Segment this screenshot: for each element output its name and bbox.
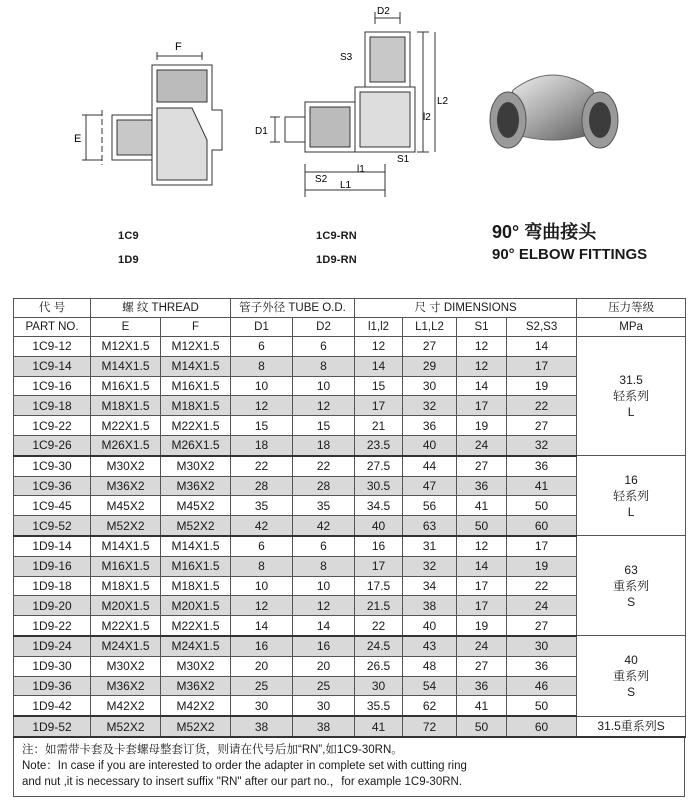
fitting-photo	[478, 55, 628, 165]
table-cell: M36X2	[161, 676, 231, 696]
illustration-area	[0, 0, 697, 290]
table-cell: M12X1.5	[161, 337, 231, 357]
table-cell: 26.5	[355, 656, 403, 676]
table-cell: 1C9-16	[14, 376, 91, 396]
table-cell: 27.5	[355, 456, 403, 476]
table-cell: 36	[507, 456, 577, 476]
table-cell: 6	[293, 337, 355, 357]
table-cell: 50	[457, 516, 507, 536]
table-cell: 24	[457, 435, 507, 455]
table-cell: 46	[507, 676, 577, 696]
table-cell: 14	[507, 337, 577, 357]
table-cell: 31	[403, 536, 457, 556]
dim-s2-label: S2	[315, 174, 328, 185]
table-cell: 63	[403, 516, 457, 536]
table-cell: 1C9-52	[14, 516, 91, 536]
table-cell: M20X1.5	[91, 596, 161, 616]
table-cell: 27	[507, 416, 577, 436]
table-cell: 12	[231, 396, 293, 416]
table-cell: 12	[457, 536, 507, 556]
table-cell: 38	[293, 716, 355, 737]
header-thread: 螺 纹 THREAD	[91, 299, 231, 318]
table-cell: M16X1.5	[161, 556, 231, 576]
model-label-1c9: 1C9	[118, 230, 139, 242]
table-cell: 12	[293, 396, 355, 416]
table-cell: 44	[403, 456, 457, 476]
table-cell: 41	[457, 496, 507, 516]
table-cell: 25	[231, 676, 293, 696]
header-pressure-cn: 压力等级	[577, 299, 686, 318]
header-s2s3: S2,S3	[507, 318, 577, 337]
table-cell: 17	[355, 556, 403, 576]
dim-l1-lower-label: l1	[357, 164, 365, 175]
table-cell: 17	[457, 396, 507, 416]
dim-e-label: E	[74, 133, 82, 145]
table-cell: 8	[231, 356, 293, 376]
table-cell: 1D9-36	[14, 676, 91, 696]
table-cell: 40	[403, 435, 457, 455]
pressure-rating-line: 重系列	[613, 578, 650, 593]
table-cell: 1C9-30	[14, 456, 91, 476]
table-cell: 38	[403, 596, 457, 616]
table-cell: 48	[403, 656, 457, 676]
pressure-rating-line: S	[627, 685, 636, 700]
table-cell: 60	[507, 516, 577, 536]
dim-l1-upper-label: L1	[340, 180, 352, 191]
pressure-rating-cell	[577, 337, 686, 456]
table-cell: 16	[355, 536, 403, 556]
header-tube-od: 管子外径 TUBE O.D.	[231, 299, 355, 318]
pressure-rating-line: L	[627, 405, 635, 420]
table-cell: 23.5	[355, 435, 403, 455]
table-cell: 35	[293, 496, 355, 516]
table-cell: M26X1.5	[161, 435, 231, 455]
header-mpa: MPa	[577, 318, 686, 337]
table-cell: M24X1.5	[161, 636, 231, 656]
dimensions-table-wrapper	[13, 298, 685, 797]
dim-f-label: F	[175, 41, 182, 53]
table-cell: 22	[231, 456, 293, 476]
table-cell: M22X1.5	[91, 416, 161, 436]
table-body	[14, 337, 686, 737]
table-cell: 27	[457, 456, 507, 476]
table-cell: 10	[293, 376, 355, 396]
table-cell: M52X2	[91, 716, 161, 737]
header-e: E	[91, 318, 161, 337]
table-cell: 30	[355, 676, 403, 696]
table-cell: 29	[403, 356, 457, 376]
elbow-rn-section-drawing	[245, 2, 450, 207]
note-english-line-1: Note：In case if you are interested to order the adapter in complete set with cutting ring	[22, 759, 467, 772]
table-cell: 6	[231, 536, 293, 556]
table-cell: 1D9-16	[14, 556, 91, 576]
header-dimensions: 尺 寸 DIMENSIONS	[355, 299, 577, 318]
table-cell: 35.5	[355, 696, 403, 716]
table-cell: 1C9-14	[14, 356, 91, 376]
table-cell: 22	[293, 456, 355, 476]
table-cell: 1D9-14	[14, 536, 91, 556]
table-cell: 6	[293, 536, 355, 556]
table-cell: 42	[293, 516, 355, 536]
header-l1l2-large: L1,L2	[403, 318, 457, 337]
dim-l2-upper-label: L2	[437, 96, 449, 107]
table-cell: 18	[293, 435, 355, 455]
table-cell: 14	[457, 556, 507, 576]
table-cell: 21	[355, 416, 403, 436]
table-cell: 22	[507, 576, 577, 596]
table-cell: 20	[231, 656, 293, 676]
table-cell: 1C9-26	[14, 435, 91, 455]
table-cell: 28	[231, 476, 293, 496]
table-cell: 27	[507, 616, 577, 636]
table-cell: 17	[457, 576, 507, 596]
table-cell: M24X1.5	[91, 636, 161, 656]
table-row	[14, 337, 686, 357]
title-english: 90° ELBOW FITTINGS	[492, 246, 648, 263]
table-cell: 15	[293, 416, 355, 436]
table-cell: M30X2	[91, 656, 161, 676]
table-cell: 8	[293, 556, 355, 576]
table-cell: 21.5	[355, 596, 403, 616]
pressure-rating-line: 63	[624, 562, 638, 577]
table-cell: 19	[507, 556, 577, 576]
table-cell: 17	[507, 356, 577, 376]
table-cell: M14X1.5	[91, 356, 161, 376]
table-cell: 12	[457, 356, 507, 376]
table-cell: 30	[507, 636, 577, 656]
table-cell: 50	[507, 696, 577, 716]
note-chinese: 注：如需带卡套及卡套螺母整套订货，则请在代号后加“RN”,如1C9-30RN。	[22, 743, 403, 756]
table-cell: 16	[231, 636, 293, 656]
table-cell: M42X2	[91, 696, 161, 716]
table-cell: M52X2	[161, 716, 231, 737]
table-cell: M18X1.5	[161, 576, 231, 596]
dim-s3-label: S3	[340, 52, 353, 63]
table-cell: 32	[403, 556, 457, 576]
table-cell: M18X1.5	[161, 396, 231, 416]
pressure-rating-line: 轻系列	[613, 488, 650, 503]
table-cell: M26X1.5	[91, 435, 161, 455]
table-cell: M18X1.5	[91, 396, 161, 416]
note-english-line-2: and nut ,it is necessary to insert suffix "RN" after our part no.，for example 1C9-30RN.	[22, 775, 463, 788]
header-code-cn: 代 号	[14, 299, 91, 318]
table-cell: 1D9-20	[14, 596, 91, 616]
table-cell: 24	[507, 596, 577, 616]
table-cell: 54	[403, 676, 457, 696]
pressure-rating-cell	[577, 536, 686, 636]
table-cell: 1D9-22	[14, 616, 91, 636]
pressure-rating-line: 16	[624, 472, 638, 487]
table-cell: 41	[355, 716, 403, 737]
table-cell: M12X1.5	[91, 337, 161, 357]
pressure-rating-cell	[577, 456, 686, 536]
table-cell: 18	[231, 435, 293, 455]
table-cell: 32	[403, 396, 457, 416]
table-cell: 40	[355, 516, 403, 536]
table-cell: M52X2	[161, 516, 231, 536]
table-cell: 1D9-42	[14, 696, 91, 716]
header-s1: S1	[457, 318, 507, 337]
table-cell: 1D9-24	[14, 636, 91, 656]
table-cell: 1D9-18	[14, 576, 91, 596]
table-cell: 14	[231, 616, 293, 636]
model-label-1d9-rn: 1D9-RN	[316, 254, 357, 266]
pressure-rating-line: 40	[624, 653, 638, 668]
table-cell: M45X2	[161, 496, 231, 516]
table-cell: 41	[507, 476, 577, 496]
table-cell: M30X2	[161, 656, 231, 676]
table-cell: 25	[293, 676, 355, 696]
table-cell: 62	[403, 696, 457, 716]
table-cell: 15	[355, 376, 403, 396]
model-label-1c9-rn: 1C9-RN	[316, 230, 357, 242]
table-cell: 1C9-12	[14, 337, 91, 357]
dim-d2-label: D2	[377, 6, 390, 17]
table-cell: 17	[355, 396, 403, 416]
table-cell: 43	[403, 636, 457, 656]
dimensions-table	[13, 298, 686, 738]
table-cell: 36	[403, 416, 457, 436]
table-cell: 22	[507, 396, 577, 416]
table-cell: 10	[293, 576, 355, 596]
table-cell: 6	[231, 337, 293, 357]
dim-l2-lower-label: l2	[423, 112, 431, 123]
table-cell: 1C9-36	[14, 476, 91, 496]
table-cell: 36	[457, 676, 507, 696]
table-cell: 30	[231, 696, 293, 716]
table-cell: 47	[403, 476, 457, 496]
table-cell: M22X1.5	[91, 616, 161, 636]
table-cell: 17.5	[355, 576, 403, 596]
table-cell: 14	[355, 356, 403, 376]
table-cell: 1C9-45	[14, 496, 91, 516]
model-label-1d9: 1D9	[118, 254, 139, 266]
table-cell: 32	[507, 435, 577, 455]
dim-s1-label: S1	[397, 154, 410, 165]
table-cell: M36X2	[91, 476, 161, 496]
pressure-rating-line: 轻系列	[613, 389, 650, 404]
table-cell: 8	[231, 556, 293, 576]
table-cell: M16X1.5	[161, 376, 231, 396]
table-cell: 20	[293, 656, 355, 676]
table-cell: 1D9-30	[14, 656, 91, 676]
table-cell: M18X1.5	[91, 576, 161, 596]
table-cell: 36	[457, 476, 507, 496]
table-cell: M30X2	[91, 456, 161, 476]
table-cell: M36X2	[161, 476, 231, 496]
header-d2: D2	[293, 318, 355, 337]
table-cell: M14X1.5	[161, 356, 231, 376]
table-cell: M52X2	[91, 516, 161, 536]
table-row	[14, 536, 686, 556]
table-cell: 40	[403, 616, 457, 636]
table-cell: 56	[403, 496, 457, 516]
header-d1: D1	[231, 318, 293, 337]
header-l1l2-small: l1,l2	[355, 318, 403, 337]
table-cell: 24.5	[355, 636, 403, 656]
pressure-rating-line: 31.5重系列S	[597, 719, 665, 734]
table-cell: 1C9-18	[14, 396, 91, 416]
table-cell: 72	[403, 716, 457, 737]
pressure-rating-line: S	[627, 594, 636, 609]
table-cell: M22X1.5	[161, 616, 231, 636]
pressure-rating-cell	[577, 716, 686, 737]
table-cell: 34.5	[355, 496, 403, 516]
table-cell: 50	[507, 496, 577, 516]
order-note	[13, 738, 685, 797]
table-cell: M16X1.5	[91, 556, 161, 576]
table-cell: 41	[457, 696, 507, 716]
table-cell: 28	[293, 476, 355, 496]
table-cell: 14	[293, 616, 355, 636]
pressure-rating-line: L	[627, 504, 635, 519]
table-cell: 19	[507, 376, 577, 396]
table-cell: 38	[231, 716, 293, 737]
table-cell: 12	[457, 337, 507, 357]
elbow-section-drawing	[72, 30, 242, 205]
table-cell: 19	[457, 616, 507, 636]
table-row	[14, 716, 686, 737]
table-cell: 15	[231, 416, 293, 436]
dim-d1-label: D1	[255, 126, 268, 137]
table-cell: 24	[457, 636, 507, 656]
table-cell: 30	[293, 696, 355, 716]
table-cell: 27	[403, 337, 457, 357]
table-cell: 35	[231, 496, 293, 516]
table-cell: 12	[293, 596, 355, 616]
table-cell: 8	[293, 356, 355, 376]
table-cell: 42	[231, 516, 293, 536]
table-row	[14, 636, 686, 656]
table-cell: M36X2	[91, 676, 161, 696]
table-cell: 50	[457, 716, 507, 737]
table-cell: M22X1.5	[161, 416, 231, 436]
table-cell: M42X2	[161, 696, 231, 716]
title-chinese: 90° 弯曲接头	[492, 222, 597, 242]
table-row	[14, 456, 686, 476]
table-cell: 22	[355, 616, 403, 636]
table-cell: 60	[507, 716, 577, 737]
pressure-rating-cell	[577, 636, 686, 716]
table-cell: 10	[231, 576, 293, 596]
header-f: F	[161, 318, 231, 337]
table-cell: 14	[457, 376, 507, 396]
table-cell: M30X2	[161, 456, 231, 476]
pressure-rating-line: 31.5	[619, 373, 643, 388]
table-cell: 17	[457, 596, 507, 616]
table-cell: M45X2	[91, 496, 161, 516]
table-cell: M14X1.5	[161, 536, 231, 556]
table-cell: 36	[507, 656, 577, 676]
header-part-no: PART NO.	[14, 318, 91, 337]
table-cell: 16	[293, 636, 355, 656]
table-cell: 34	[403, 576, 457, 596]
table-cell: 30	[403, 376, 457, 396]
table-cell: M16X1.5	[91, 376, 161, 396]
table-cell: 17	[507, 536, 577, 556]
table-cell: 1D9-52	[14, 716, 91, 737]
table-cell: 30.5	[355, 476, 403, 496]
table-cell: 12	[231, 596, 293, 616]
table-cell: 12	[355, 337, 403, 357]
table-cell: 19	[457, 416, 507, 436]
pressure-rating-line: 重系列	[613, 669, 650, 684]
table-cell: 27	[457, 656, 507, 676]
table-cell: 1C9-22	[14, 416, 91, 436]
table-cell: M14X1.5	[91, 536, 161, 556]
table-cell: M20X1.5	[161, 596, 231, 616]
table-cell: 10	[231, 376, 293, 396]
